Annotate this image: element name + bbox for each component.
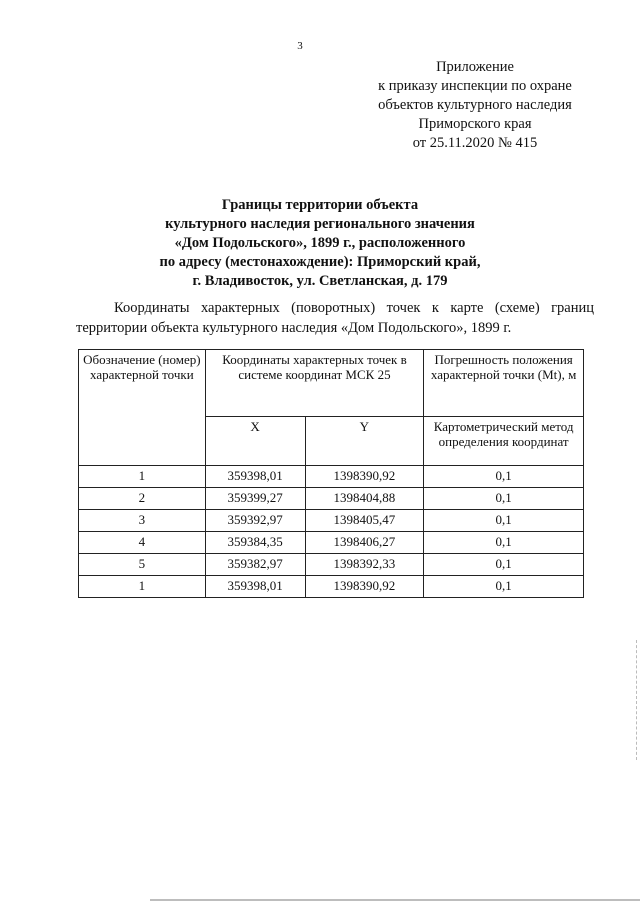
cell-error: 0,1 bbox=[424, 466, 584, 488]
table-row bbox=[79, 488, 584, 510]
appendix-block bbox=[330, 58, 620, 153]
cell-y: 1398390,92 bbox=[305, 466, 424, 488]
cell-x: 359384,35 bbox=[205, 532, 305, 554]
appendix-date-number: от 25.11.2020 № 415 bbox=[412, 135, 538, 151]
cell-point: 2 bbox=[79, 488, 206, 510]
appendix-line: Приморского края bbox=[418, 116, 532, 132]
title-line: по адресу (местонахождение): Приморский край, bbox=[159, 254, 481, 270]
cell-y: 1398390,92 bbox=[305, 576, 424, 598]
title-line: г. Владивосток, ул. Светланская, д. 179 bbox=[192, 273, 448, 289]
cell-y: 1398392,33 bbox=[305, 554, 424, 576]
table-row bbox=[79, 466, 584, 488]
scan-bottom-edge bbox=[150, 899, 640, 901]
header-y: Y bbox=[305, 417, 424, 466]
cell-x: 359398,01 bbox=[205, 576, 305, 598]
cell-point: 1 bbox=[79, 576, 206, 598]
appendix-line: объектов культурного наследия bbox=[378, 97, 572, 113]
appendix-line: к приказу инспекции по охране bbox=[378, 78, 572, 94]
cell-error: 0,1 bbox=[424, 510, 584, 532]
cell-error: 0,1 bbox=[424, 554, 584, 576]
cell-error: 0,1 bbox=[424, 576, 584, 598]
cell-x: 359382,97 bbox=[205, 554, 305, 576]
intro-paragraph: Координаты характерных (поворотных) точек к карте (схеме) границ территории объекта культурного наследия «Дом Подольского», 1899 г. bbox=[76, 300, 594, 336]
cell-error: 0,1 bbox=[424, 488, 584, 510]
cell-x: 359398,01 bbox=[205, 466, 305, 488]
page-number: 3 bbox=[297, 40, 303, 52]
cell-point: 4 bbox=[79, 532, 206, 554]
cell-error: 0,1 bbox=[424, 532, 584, 554]
document-title bbox=[60, 196, 580, 291]
scan-edge-mark bbox=[635, 640, 637, 760]
coordinates-table bbox=[78, 349, 584, 598]
table-row bbox=[79, 576, 584, 598]
header-point: Обозначение (номер) характерной точки bbox=[79, 350, 206, 466]
table-row bbox=[79, 554, 584, 576]
table-row bbox=[79, 510, 584, 532]
title-line: Границы территории объекта bbox=[221, 197, 419, 213]
cell-y: 1398404,88 bbox=[305, 488, 424, 510]
cell-point: 1 bbox=[79, 466, 206, 488]
header-x: X bbox=[205, 417, 305, 466]
appendix-line: Приложение bbox=[436, 59, 514, 75]
cell-point: 5 bbox=[79, 554, 206, 576]
cell-point: 3 bbox=[79, 510, 206, 532]
header-coords: Координаты характерных точек в системе координат МСК 25 bbox=[205, 350, 424, 417]
cell-x: 359399,27 bbox=[205, 488, 305, 510]
table-row bbox=[79, 532, 584, 554]
header-error: Погрешность положения характерной точки (Mt), м bbox=[424, 350, 584, 417]
table-header-row bbox=[79, 350, 584, 417]
title-line: «Дом Подольского», 1899 г., расположенного bbox=[174, 235, 466, 251]
header-method: Картометрический метод определения координат bbox=[424, 417, 584, 466]
cell-y: 1398406,27 bbox=[305, 532, 424, 554]
title-line: культурного наследия регионального значения bbox=[165, 216, 475, 232]
cell-x: 359392,97 bbox=[205, 510, 305, 532]
cell-y: 1398405,47 bbox=[305, 510, 424, 532]
